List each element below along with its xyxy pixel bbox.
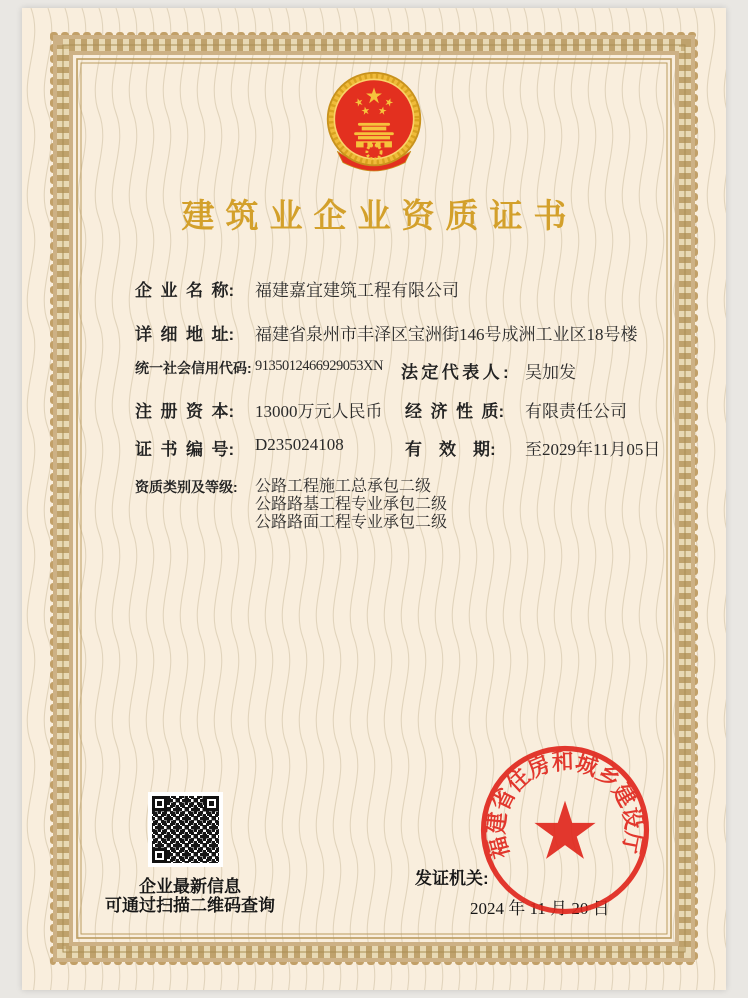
qualification-list (255, 478, 447, 532)
national-emblem-icon (322, 70, 426, 188)
legal-rep-value: 吴加发 (525, 363, 576, 382)
reg-capital-value: 13000万元人民币 (255, 402, 383, 421)
address-label: 详 细 地 址: (135, 325, 235, 344)
validity-value: 至2029年11月05日 (525, 440, 661, 459)
field-row-qualifications (135, 477, 695, 537)
legal-rep-label: 法 定 代 表 人 : (401, 363, 509, 382)
field-row-credit-legal (135, 358, 695, 380)
qr-finder-icon (204, 796, 219, 811)
qr-finder-icon (152, 796, 167, 811)
seal-text: 福建省住房和城乡建设厅 (483, 748, 647, 862)
credit-code-value: 9135012466929053XN (255, 358, 383, 374)
credit-code-label: 统一社会信用代码: (135, 360, 252, 376)
economic-nature-value: 有限责任公司 (525, 402, 627, 421)
issuer-label: 发证机关: (415, 869, 489, 888)
field-row-certno-validity (135, 435, 695, 457)
address-value: 福建省泉州市丰泽区宝洲街146号成洲工业区18号楼 (255, 325, 638, 344)
economic-nature-label: 经 济 性 质: (405, 402, 505, 421)
qr-code (148, 792, 223, 867)
field-row-capital-nature (135, 397, 695, 419)
validity-label: 有 效 期: (405, 440, 496, 459)
qualification-item: 公路路面工程专业承包二级 (255, 514, 448, 531)
company-value: 福建嘉宜建筑工程有限公司 (255, 281, 459, 300)
qr-finder-icon (152, 848, 167, 863)
reg-capital-label: 注 册 资 本: (135, 402, 235, 421)
qr-caption-line2: 可通过扫描二维码查询 (105, 895, 275, 915)
qr-caption (70, 878, 310, 915)
issue-date: 2024 年 11 月 20 日 (470, 899, 610, 918)
certificate-title: 建筑业企业资质证书 (181, 199, 578, 235)
field-row-address (135, 320, 695, 342)
cert-no-label: 证 书 编 号: (135, 440, 235, 459)
qr-caption-line1: 企业最新信息 (139, 877, 241, 896)
cert-no-value: D235024108 (255, 435, 344, 454)
certificate-paper (22, 8, 726, 990)
qr-code-pattern (152, 796, 219, 863)
qualification-item: 公路工程施工总承包二级 (255, 478, 432, 495)
company-label: 企 业 名 称: (135, 281, 235, 300)
official-seal (475, 740, 655, 920)
field-row-company (135, 276, 695, 298)
qualification-label: 资质类别及等级: (135, 479, 238, 495)
qualification-item: 公路路基工程专业承包二级 (255, 496, 448, 513)
